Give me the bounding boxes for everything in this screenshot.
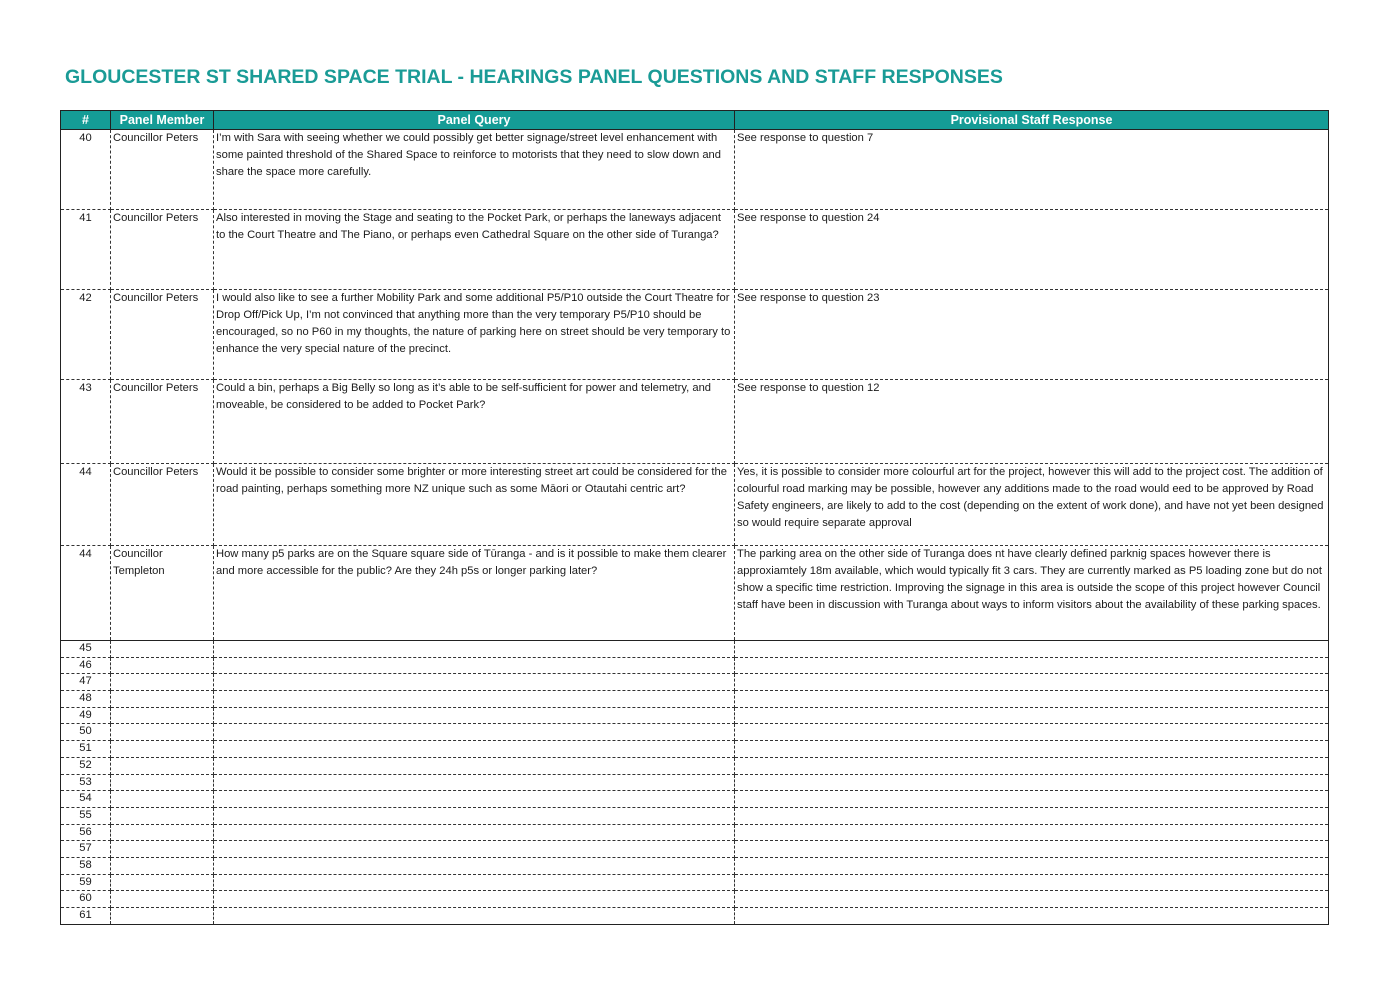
- panel-query: Could a bin, perhaps a Big Belly so long as it’s able to be self-sufficient for power and telemetry, and moveable, be considered to be added to Pocket Park?: [214, 380, 735, 464]
- staff-response: [735, 757, 1329, 774]
- staff-response: [735, 874, 1329, 891]
- page-title: GLOUCESTER ST SHARED SPACE TRIAL - HEARINGS PANEL QUESTIONS AND STAFF RESPONSES: [65, 66, 1003, 88]
- empty-table-row: [61, 674, 1329, 691]
- panel-member: [111, 774, 214, 791]
- panel-query: [214, 857, 735, 874]
- row-number: 54: [61, 791, 111, 808]
- staff-response: [735, 707, 1329, 724]
- empty-table-row: [61, 841, 1329, 858]
- panel-query: [214, 691, 735, 708]
- empty-table-row: [61, 741, 1329, 758]
- empty-table-row: [61, 874, 1329, 891]
- empty-table-row: [61, 641, 1329, 658]
- panel-member: [111, 891, 214, 908]
- panel-query: [214, 874, 735, 891]
- panel-member: Councillor Templeton: [111, 546, 214, 641]
- staff-response: [735, 791, 1329, 808]
- table-row: [61, 380, 1329, 464]
- staff-response: [735, 691, 1329, 708]
- empty-table-row: [61, 707, 1329, 724]
- row-number: 40: [61, 130, 111, 210]
- row-number: 50: [61, 724, 111, 741]
- panel-query: [214, 774, 735, 791]
- panel-member: Councillor Peters: [111, 380, 214, 464]
- col-header-staff-response: Provisional Staff Response: [735, 111, 1329, 130]
- row-number: 45: [61, 641, 111, 658]
- empty-table-row: [61, 691, 1329, 708]
- table-header-row: [61, 111, 1329, 130]
- empty-table-row: [61, 657, 1329, 674]
- panel-member: [111, 707, 214, 724]
- empty-table-row: [61, 824, 1329, 841]
- panel-query: [214, 674, 735, 691]
- table-row: [61, 464, 1329, 546]
- col-header-panel-query: Panel Query: [214, 111, 735, 130]
- panel-member: [111, 757, 214, 774]
- staff-response: [735, 741, 1329, 758]
- staff-response: [735, 657, 1329, 674]
- questions-table: [60, 110, 1329, 925]
- panel-member: [111, 908, 214, 925]
- panel-member: [111, 674, 214, 691]
- panel-member: [111, 641, 214, 658]
- panel-query: [214, 891, 735, 908]
- table-row: [61, 130, 1329, 210]
- col-header-number: #: [61, 111, 111, 130]
- panel-member: [111, 741, 214, 758]
- staff-response: The parking area on the other side of Turanga does nt have clearly defined parknig spaces however there is approxiamtely 18m available, which would typically fit 3 cars. They are currently marked as P5 loading zone but do not show a specific time restriction. Improving the signage in this area is outside the scope of this project however Council staff have been in discussion with Turanga about ways to inform visitors about the availability of these parking spaces.: [735, 546, 1329, 641]
- table-row: [61, 290, 1329, 380]
- staff-response: [735, 724, 1329, 741]
- panel-query: [214, 641, 735, 658]
- panel-member: Councillor Peters: [111, 464, 214, 546]
- panel-query: [214, 724, 735, 741]
- panel-query: [214, 707, 735, 724]
- row-number: 55: [61, 807, 111, 824]
- panel-query: [214, 807, 735, 824]
- row-number: 60: [61, 891, 111, 908]
- table-row: [61, 546, 1329, 641]
- staff-response: [735, 891, 1329, 908]
- staff-response: [735, 807, 1329, 824]
- table-row: [61, 210, 1329, 290]
- row-number: 41: [61, 210, 111, 290]
- row-number: 48: [61, 691, 111, 708]
- staff-response: [735, 908, 1329, 925]
- staff-response: See response to question 24: [735, 210, 1329, 290]
- panel-member: [111, 824, 214, 841]
- staff-response: [735, 674, 1329, 691]
- staff-response: See response to question 12: [735, 380, 1329, 464]
- panel-member: [111, 857, 214, 874]
- empty-table-row: [61, 757, 1329, 774]
- staff-response: Yes, it is possible to consider more colourful art for the project, however this will add to the project cost. The addition of colourful road marking may be possible, however any additions made to the road would eed to be approved by Road Safety engineers, are likely to add to the cost (depending on the extent of work done), and have not yet been designed so would require separate approval: [735, 464, 1329, 546]
- panel-query: [214, 824, 735, 841]
- panel-query: I’m with Sara with seeing whether we could possibly get better signage/street level enhancement with some painted threshold of the Shared Space to reinforce to motorists that they need to slow down and share the space more carefully.: [214, 130, 735, 210]
- panel-query: [214, 791, 735, 808]
- row-number: 59: [61, 874, 111, 891]
- staff-response: See response to question 23: [735, 290, 1329, 380]
- panel-member: [111, 657, 214, 674]
- panel-query: Also interested in moving the Stage and seating to the Pocket Park, or perhaps the laneways adjacent to the Court Theatre and The Piano, or perhaps even Cathedral Square on the other side of Turanga?: [214, 210, 735, 290]
- empty-table-row: [61, 807, 1329, 824]
- row-number: 46: [61, 657, 111, 674]
- staff-response: [735, 841, 1329, 858]
- panel-query: I would also like to see a further Mobility Park and some additional P5/P10 outside the Court Theatre for Drop Off/Pick Up, I’m not convinced that anything more than the very temporary P5/P10 should be encouraged, so no P60 in my thoughts, the nature of parking here on street should be very temporary to enhance the very special nature of the precinct.: [214, 290, 735, 380]
- row-number: 44: [61, 546, 111, 641]
- panel-member: [111, 841, 214, 858]
- row-number: 61: [61, 908, 111, 925]
- staff-response: [735, 857, 1329, 874]
- row-number: 47: [61, 674, 111, 691]
- staff-response: [735, 641, 1329, 658]
- col-header-panel-member: Panel Member: [111, 111, 214, 130]
- row-number: 51: [61, 741, 111, 758]
- panel-member: [111, 691, 214, 708]
- staff-response: [735, 774, 1329, 791]
- staff-response: See response to question 7: [735, 130, 1329, 210]
- panel-query: [214, 908, 735, 925]
- panel-query: Would it be possible to consider some brighter or more interesting street art could be considered for the road painting, perhaps something more NZ unique such as some Māori or Otautahi centric art?: [214, 464, 735, 546]
- panel-member: [111, 724, 214, 741]
- row-number: 57: [61, 841, 111, 858]
- empty-table-row: [61, 791, 1329, 808]
- panel-member: Councillor Peters: [111, 290, 214, 380]
- panel-member: [111, 807, 214, 824]
- panel-query: How many p5 parks are on the Square square side of Tūranga - and is it possible to make them clearer and more accessible for the public? Are they 24h p5s or longer parking later?: [214, 546, 735, 641]
- panel-member: [111, 791, 214, 808]
- staff-response: [735, 824, 1329, 841]
- empty-table-row: [61, 857, 1329, 874]
- panel-query: [214, 757, 735, 774]
- panel-member: Councillor Peters: [111, 210, 214, 290]
- row-number: 43: [61, 380, 111, 464]
- empty-table-row: [61, 891, 1329, 908]
- panel-member: [111, 874, 214, 891]
- panel-query: [214, 741, 735, 758]
- row-number: 58: [61, 857, 111, 874]
- row-number: 53: [61, 774, 111, 791]
- row-number: 44: [61, 464, 111, 546]
- row-number: 56: [61, 824, 111, 841]
- row-number: 42: [61, 290, 111, 380]
- row-number: 49: [61, 707, 111, 724]
- empty-table-row: [61, 774, 1329, 791]
- empty-table-row: [61, 724, 1329, 741]
- row-number: 52: [61, 757, 111, 774]
- panel-member: Councillor Peters: [111, 130, 214, 210]
- empty-table-row: [61, 908, 1329, 925]
- panel-query: [214, 841, 735, 858]
- panel-query: [214, 657, 735, 674]
